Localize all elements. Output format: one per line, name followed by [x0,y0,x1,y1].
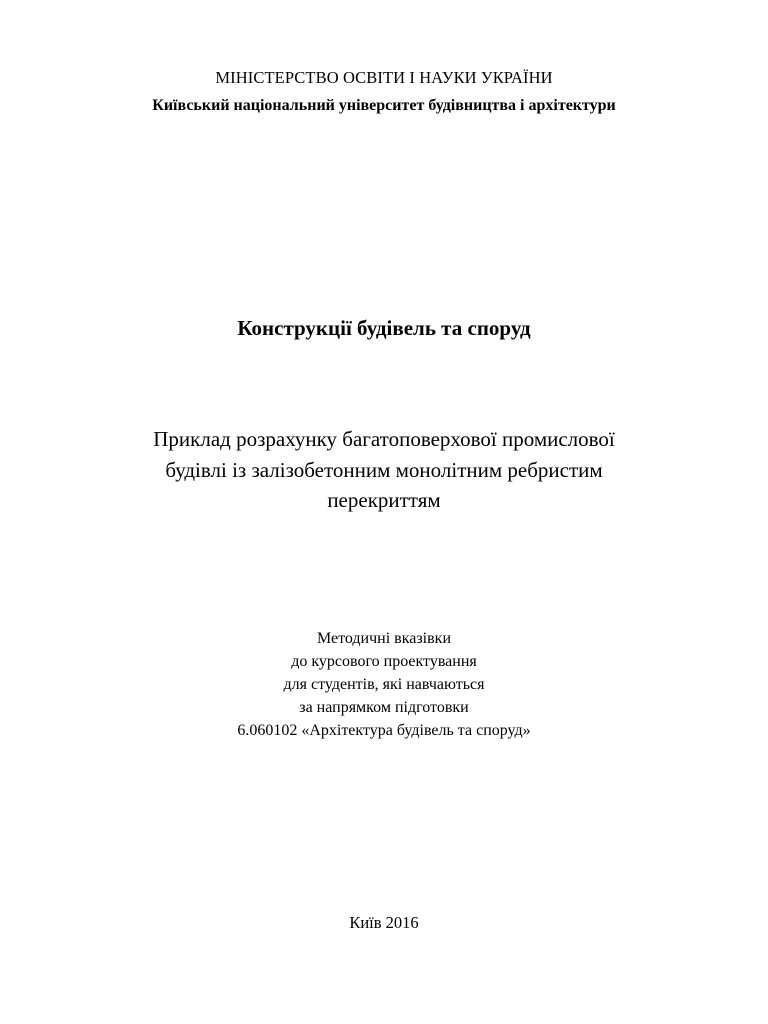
guidelines-block [0,627,768,742]
guidelines-line: за напрямком підготовки [299,699,469,716]
guidelines-line: Методичні вказівки [316,630,452,647]
guidelines-line: 6.060102 «Архітектура будівель та споруд» [237,722,531,739]
place-and-year: Київ 2016 [349,913,419,932]
university-name: Київський національний університет будівництва і архітектури [152,97,616,114]
subtitle-line: перекриттям [327,488,441,512]
guidelines-line: до курсового проектування [291,653,477,670]
ministry-heading: МІНІСТЕРСТВО ОСВІТИ І НАУКИ УКРАЇНИ [215,68,553,87]
subtitle-line: будівлі із залізобетонним монолітним ребристим [165,457,603,482]
document-title: Конструкції будівель та споруд [237,316,531,340]
guidelines-line: для студентів, які навчаються [283,676,485,693]
subtitle-line: Приклад розрахунку багатоповерхової промислової [153,427,615,451]
document-subtitle [0,424,768,516]
